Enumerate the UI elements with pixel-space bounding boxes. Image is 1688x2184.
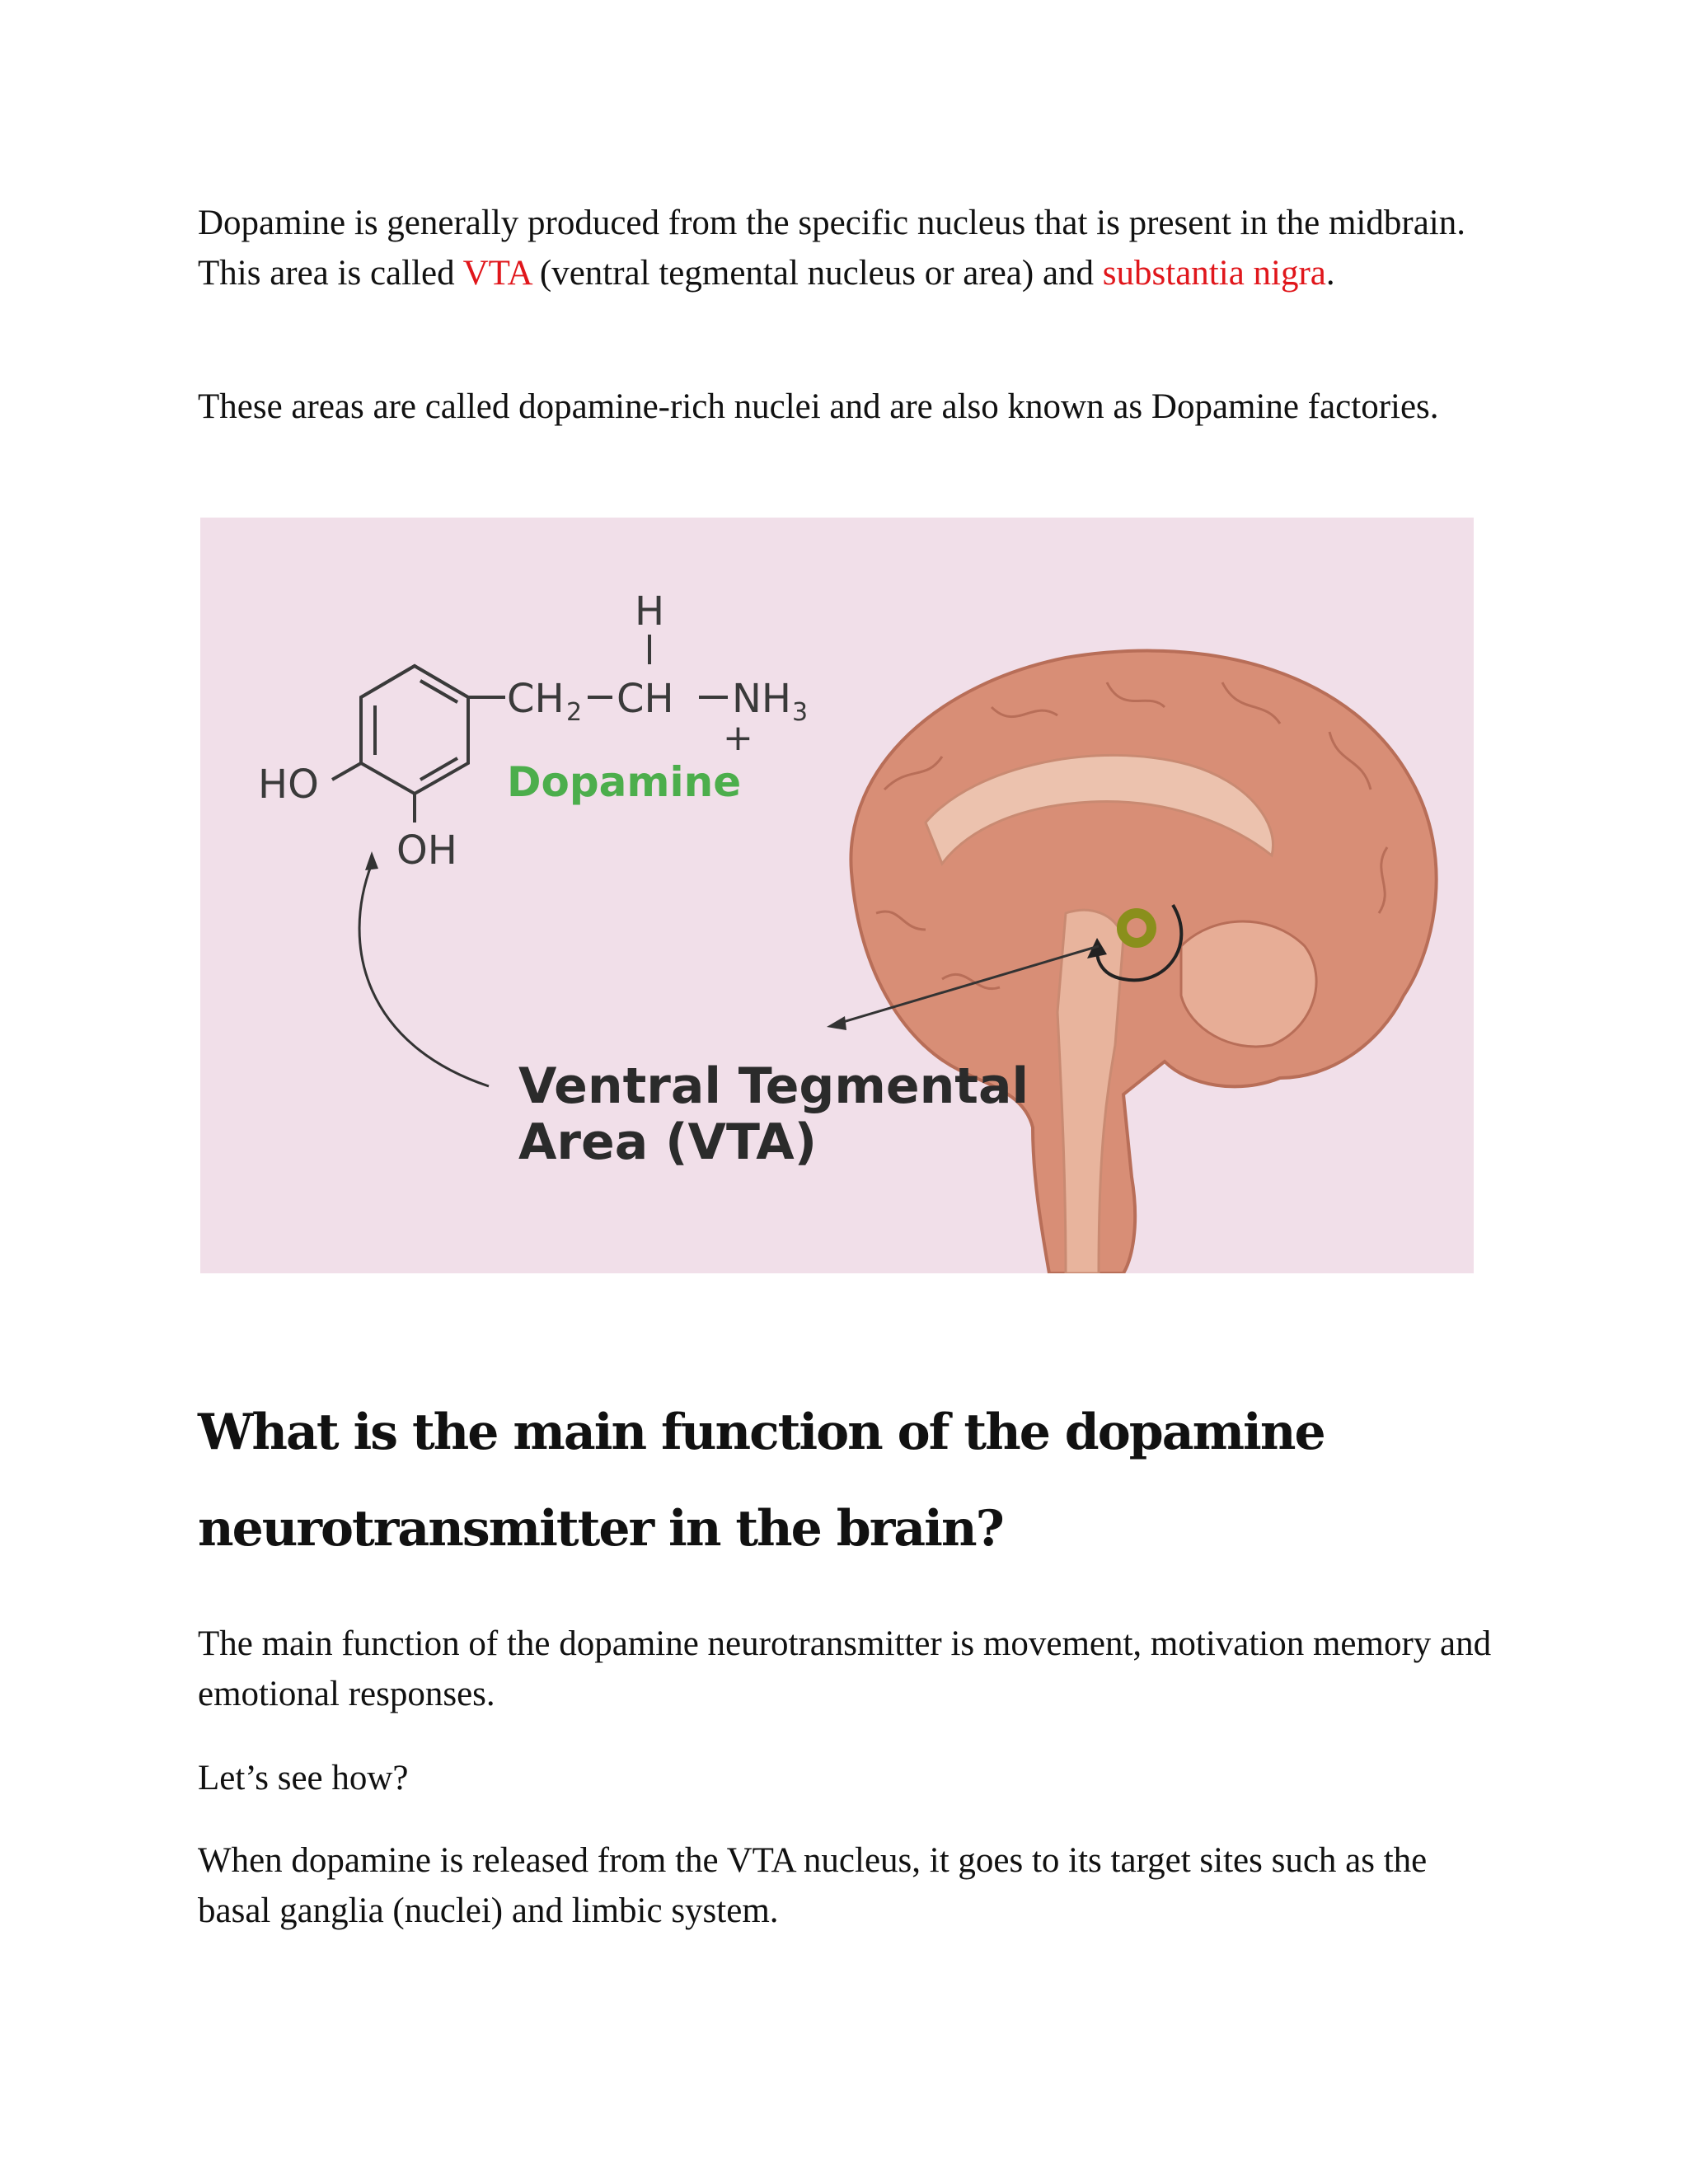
group-oh: OH <box>396 827 457 874</box>
atom-h: H <box>635 588 665 635</box>
figure-svg <box>200 518 1474 1273</box>
chain-ch2-sub: 2 <box>566 698 583 727</box>
group-ho: HO <box>258 762 319 808</box>
section-paragraph-1: The main function of the dopamine neurotransmitter is movement, motivation memory and emotional responses. <box>198 1624 1492 1713</box>
vta-label-line-2: Area (VTA) <box>518 1113 818 1171</box>
chain-nh: NH <box>732 676 791 722</box>
intro-paragraph-2: These areas are called dopamine-rich nuclei and are also known as Dopamine factories. <box>198 387 1439 426</box>
intro-paragraph-1 <box>198 198 1508 298</box>
intro-text-end: . <box>1325 254 1335 293</box>
pointer-arrow-head <box>827 1016 846 1030</box>
section-heading: What is the main function of the dopamine neurotransmitter in the brain? <box>198 1404 1325 1558</box>
section-paragraph-3: When dopamine is released from the VTA nucleus, it goes to its target sites such as the basal ganglia (nuclei) and limbic system. <box>198 1841 1428 1930</box>
intro-text: Dopamine is generally produced from the specific nucleus that is present in the midbrain. This area is called <box>198 204 1465 293</box>
brain-illustration <box>851 651 1436 1273</box>
dopamine-vta-figure <box>200 518 1474 1273</box>
substantia-nigra-link[interactable]: substantia nigra <box>1102 254 1326 293</box>
chain-nh-sub: 3 <box>792 698 809 727</box>
chain-ch: CH <box>617 676 674 722</box>
chain-ch2: CH <box>507 676 565 722</box>
vta-link[interactable]: VTA <box>462 254 532 293</box>
section-paragraph-2: Let’s see how? <box>198 1759 409 1797</box>
dopamine-label: Dopamine <box>507 758 742 806</box>
intro-text-cont: (ventral tegmental nucleus or area) and <box>531 254 1103 293</box>
charge-plus: + <box>723 717 753 759</box>
curved-arrow <box>359 864 489 1086</box>
vta-label-line-1: Ventral Tegmental <box>518 1057 1029 1115</box>
